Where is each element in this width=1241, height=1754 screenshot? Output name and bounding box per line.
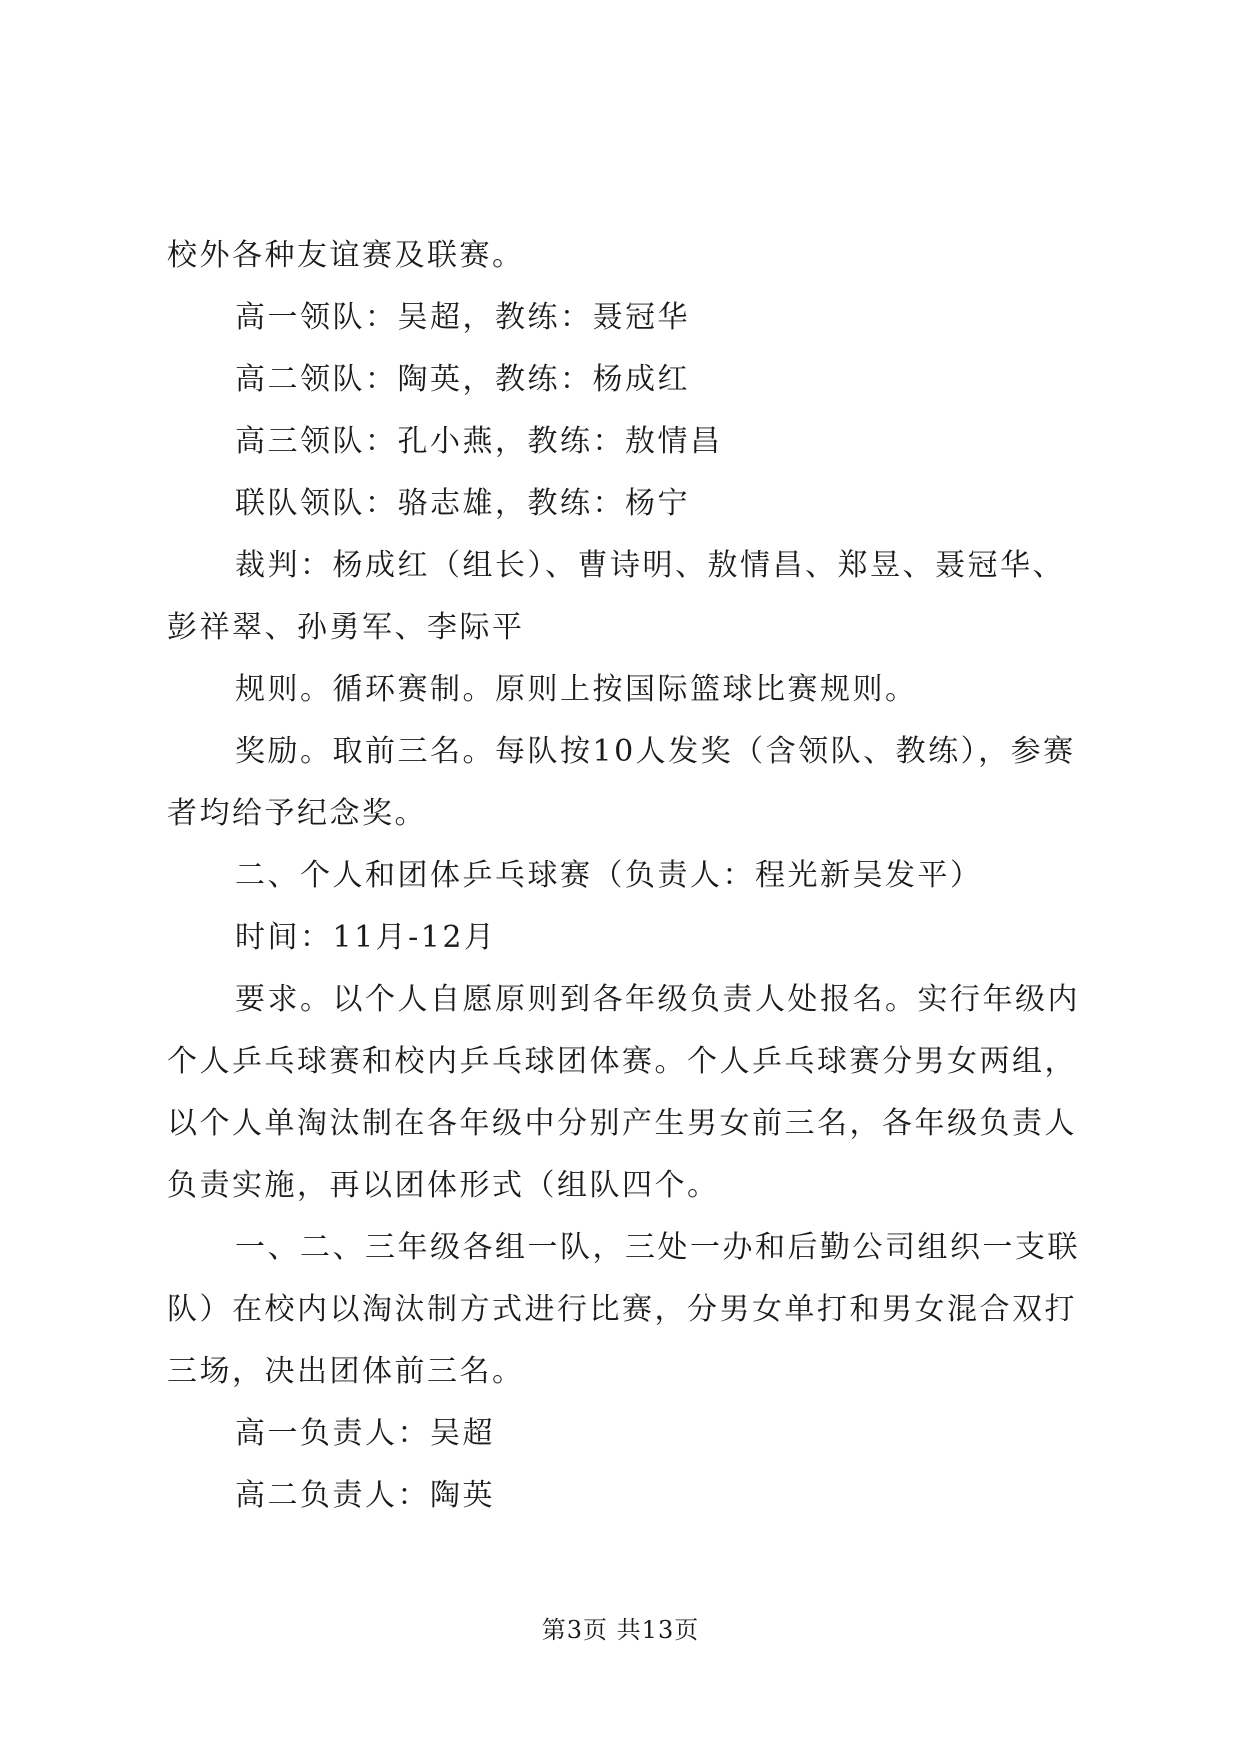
paragraph-11: 要求。以个人自愿原则到各年级负责人处报名。实行年级内个人乒乓球赛和校内乒乓球团体赛。个人乒乓球赛分男女两组，以个人单淘汰制在各年级中分别产生男女前三名，各年级负责人负责实施，再以团体形式（组队四个。 xyxy=(167,982,1080,1203)
document-body xyxy=(167,225,1087,1527)
paragraph-14: 高二负责人：陶英 xyxy=(235,1478,495,1513)
paragraph-10: 时间：11月-12月 xyxy=(235,920,497,955)
paragraph-8: 奖励。取前三名。每队按10人发奖（含领队、教练），参赛者均给予纪念奖。 xyxy=(167,734,1076,831)
paragraph-2: 高一领队：吴超，教练：聂冠华 xyxy=(235,300,690,335)
paragraph-6: 裁判：杨成红（组长）、曹诗明、敖情昌、郑昱、聂冠华、彭祥翠、孙勇军、李际平 xyxy=(167,548,1065,645)
paragraph-3: 高二领队：陶英，教练：杨成红 xyxy=(235,362,690,397)
paragraph-12: 一、二、三年级各组一队，三处一办和后勤公司组织一支联队）在校内以淘汰制方式进行比赛，分男女单打和男女混合双打三场，决出团体前三名。 xyxy=(167,1230,1080,1389)
paragraph-5: 联队领队：骆志雄，教练：杨宁 xyxy=(235,486,690,521)
page-number-footer: 第3页 共13页 xyxy=(541,1616,700,1644)
paragraph-1: 校外各种友谊赛及联赛。 xyxy=(167,238,525,273)
paragraph-4: 高三领队：孔小燕，教练：敖情昌 xyxy=(235,424,723,459)
paragraph-13: 高一负责人：吴超 xyxy=(235,1416,495,1451)
paragraph-9: 二、个人和团体乒乓球赛（负责人：程光新吴发平） xyxy=(235,858,983,893)
paragraph-7: 规则。循环赛制。原则上按国际篮球比赛规则。 xyxy=(235,672,918,707)
